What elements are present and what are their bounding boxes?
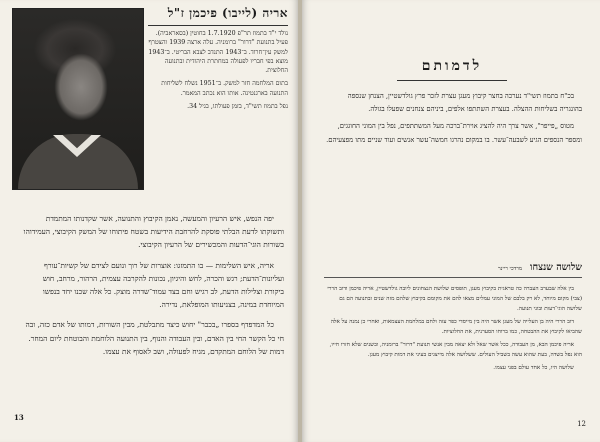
- portrait-shoulders: [18, 134, 138, 189]
- body-paragraph: אריה פיכמן הבא, מן העבודה, ככל אשר שאל ולא יצאה מבין אנשי תנועת "דרור" ברומניה, ובשנים שלא חזרו חייו, הוא נפל בשדה, בעת שהוא עשה בשביל העולים. ששלושה אלה מייצגים בעיני את דמות קיבוץ מעגן.: [329, 342, 582, 358]
- section-header: [324, 262, 582, 273]
- page-number-right: 12: [577, 420, 586, 428]
- intro-paragraph: מטוס „פייפר", אשר צרך היה להציג אוירת־ברכה מעל המשתתפים, נפל בין המוני החוגגים, ומספר הנספים הגיע לשבעה־עשר. בו במקום נהרגו חמשה־עשר אנשים ועוד שניים מתו מפצעיהם.: [326, 122, 582, 144]
- body-paragraph: שלושה היו, כל אחד עולם בפני עצמו.: [493, 365, 574, 371]
- left-paragraph: אריה, איש השלימות — בו התמזגו: אוצרות של רוך ונועם לצידם של קשיות־עורף ועליונות־הדעת; רגש והכרה, לחש והיגיון, נכונות להקרבה עצמית, הרהור, מרחב, חוש ביקורת וצלילות הדעת, לב רגיש וחם בצד עמוד־שדרה מוצק. כל אלה שכנו יחד בנפשו המיוחדת במינה, בצניעותו המופלאת, נדירה.: [42, 260, 284, 310]
- bio-paragraph: בתום המלחמה חזר למשק. ב־1951 נשלח לשליחות התנועה בארגנטינה. אותו הוא נכתב המאמר.: [161, 80, 288, 97]
- left-paragraph: יפה הנפש, איש הרעיון והמעשה, נאמן הקיבוץ והתנועה, אשר שקדנותו המתמדת ותשוקתו לדעת הבלתי פוסקת להרחבת הידיעות בשטח פיתוחו של המשק הקיבוצי, העמידוהו בשורות הוגי־הדעות והמכשירים של הרעיון הקיבוצי.: [23, 214, 284, 250]
- bio-text: [148, 29, 288, 115]
- chapter-title: לדמותם: [421, 58, 483, 74]
- body-paragraph: בין אלה שבערב העברה כה טראגית בקיבוץ מעגן, תופסים שלושת הנצחונים ליובה גולדשטיין, אריה פיכמן ודוב הררי (צבי) מקום מיוחד, לא רק בלבם של המוני עמלים מצאו להם את מקומם בקיבוץ שלהם מזה שנים ובתנועה הם גם שלושה הוגי־דעות ובוני תנועה.: [327, 286, 582, 312]
- right-intro-text: [324, 90, 582, 151]
- section-author: מרדכי ריינר: [497, 266, 523, 272]
- bio-paragraph: נפל בתמוז תשי"ד, בזמן פעולתו, בגיל 34.: [187, 103, 288, 111]
- right-page: [302, 0, 600, 442]
- section-rule: [324, 277, 582, 278]
- bio-title: אריה (לייבו) פיכמן ז"ל: [167, 6, 288, 20]
- bio-paragraph: נולד י"ד בתמוז תר"פ 1.7.1920 בחוטין (בסאראביה). פעיל בתנועת "דרור" ברומניה. עלה ארצה 1939 והצטרף למשק עין־חרוד. ב־1943 התנדב לצבא הבריטי. ב־1943 מוצא בפי חבריו לפעולה במחתרת היהודית ובתנועה החלוצית.: [148, 30, 288, 75]
- section-title: שלושה שנצחו: [530, 262, 582, 273]
- body-paragraph: דוב הררי היה בן העלייה של מעגן אשר היה בין מייסדי כפר עזה ולחם במלחמת העצמאות, ואחרי כן נמנה על אלה שהביאו לקיבוץ את ההבטחה, כמו ברוחו הסערנית, את החלוציות.: [330, 319, 582, 335]
- left-paragraph: כל המדפדף בספרו „בכבר" יחוש כיצד מתבלטת, מבין השורות, דמותו של אדם כזה, ובה חי כל הקשר החי בין האדם, ובין העבודה והנוף, בין התנועה הלוחמת והבוטחת ליום המחר. דמות של הלוחם המתקדם, מגיח לפעולה, ושב לאסוף את עצמו.: [25, 320, 284, 356]
- page-number-left: 13: [14, 413, 24, 422]
- bio-title-rule: [148, 25, 288, 26]
- chapter-title-rule: [397, 80, 507, 81]
- left-page: [0, 0, 298, 442]
- left-main-text: [22, 212, 284, 365]
- right-body-text: [324, 284, 582, 376]
- intro-paragraph: בכ"ח בתמוז תשי"ד נערכה בחצר קיבוץ מעגן עצרת לזכר פרץ גולדשטיין, הצנחן שנספה בהונגריה בשליחות ההצלה. בעצרת השתתפו אלפים, ביניהם צנחנים שפעלו בגולה.: [347, 92, 582, 114]
- portrait-photo: [12, 8, 144, 190]
